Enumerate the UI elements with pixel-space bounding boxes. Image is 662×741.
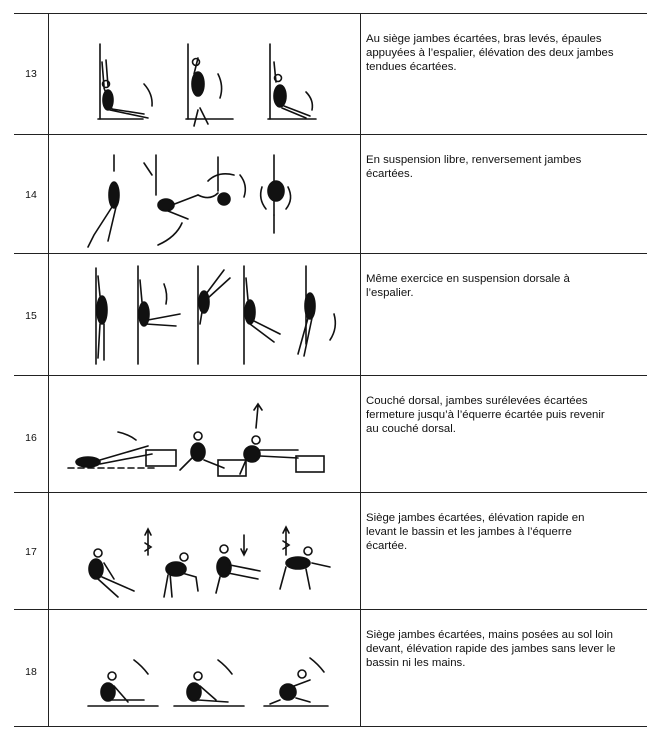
figure-wallbars-sit-3 (268, 44, 316, 119)
exercise-table (14, 13, 647, 726)
exercise-description: Siège jambes écartées, mains posées au sol loin devant, élévation rapide des jambes sans lever le bassin ni les mains. (366, 629, 616, 669)
exercise-illustration-18 (48, 610, 360, 726)
exercise-row-13 (14, 13, 647, 135)
figure-wallbars-sit-2 (186, 44, 233, 126)
figure-seat-hands-forward-3 (264, 658, 328, 706)
figure-hang-2 (144, 155, 198, 245)
exercise-description: Couché dorsal, jambes surélevées écartées fermeture jusqu’à l’équerre écartée puis revenir au couché dorsal. (366, 395, 605, 435)
figure-lying-bench-2 (146, 432, 224, 470)
figure-seat-hands-forward-2 (174, 660, 244, 706)
figure-seat-lift-1 (89, 549, 134, 597)
exercise-row-15 (14, 253, 647, 376)
exercise-row-18 (14, 609, 647, 727)
figure-dorsal-hang-3 (198, 266, 230, 364)
figure-seat-lift-4 (280, 527, 330, 589)
figure-dorsal-hang-2 (138, 266, 180, 364)
exercise-illustration-16 (48, 376, 360, 493)
exercise-number: 15 (25, 310, 37, 322)
exercise-number: 14 (25, 189, 37, 201)
exercise-illustration-14 (48, 135, 360, 254)
figure-dorsal-hang-4 (244, 266, 280, 364)
figure-seat-lift-3 (216, 535, 260, 593)
exercise-row-16 (14, 375, 647, 493)
exercise-illustration-13 (48, 14, 360, 135)
exercise-description: En suspension libre, renversement jambes écartées. (366, 154, 582, 180)
exercise-row-14 (14, 134, 647, 254)
exercise-illustration-15 (48, 254, 360, 376)
exercise-description: Siège jambes écartées, élévation rapide en levant le bassin et les jambes à l’équerre écartée. (366, 512, 585, 552)
figure-hang-3 (198, 157, 245, 205)
figure-dorsal-hang-5 (298, 266, 335, 356)
figure-wallbars-sit-1 (98, 44, 152, 119)
exercise-number: 13 (25, 68, 37, 80)
figure-hang-4 (261, 155, 291, 233)
exercise-number: 18 (25, 666, 37, 678)
exercise-row-17 (14, 492, 647, 610)
figure-lying-bench-1 (68, 432, 158, 468)
exercise-number: 16 (25, 432, 37, 444)
figure-lying-bench-3 (218, 404, 324, 476)
exercise-description: Même exercice en suspension dorsale à l’espalier. (366, 273, 570, 299)
figure-seat-hands-forward-1 (88, 660, 158, 706)
exercise-number: 17 (25, 546, 37, 558)
figure-dorsal-hang-1 (96, 268, 107, 364)
figure-seat-lift-2 (145, 529, 198, 597)
exercise-illustration-17 (48, 493, 360, 610)
exercise-description: Au siège jambes écartées, bras levés, épaules appuyées à l’espalier, élévation des deux jambes tendues écartées. (366, 33, 614, 73)
figure-hang-1 (88, 155, 119, 247)
